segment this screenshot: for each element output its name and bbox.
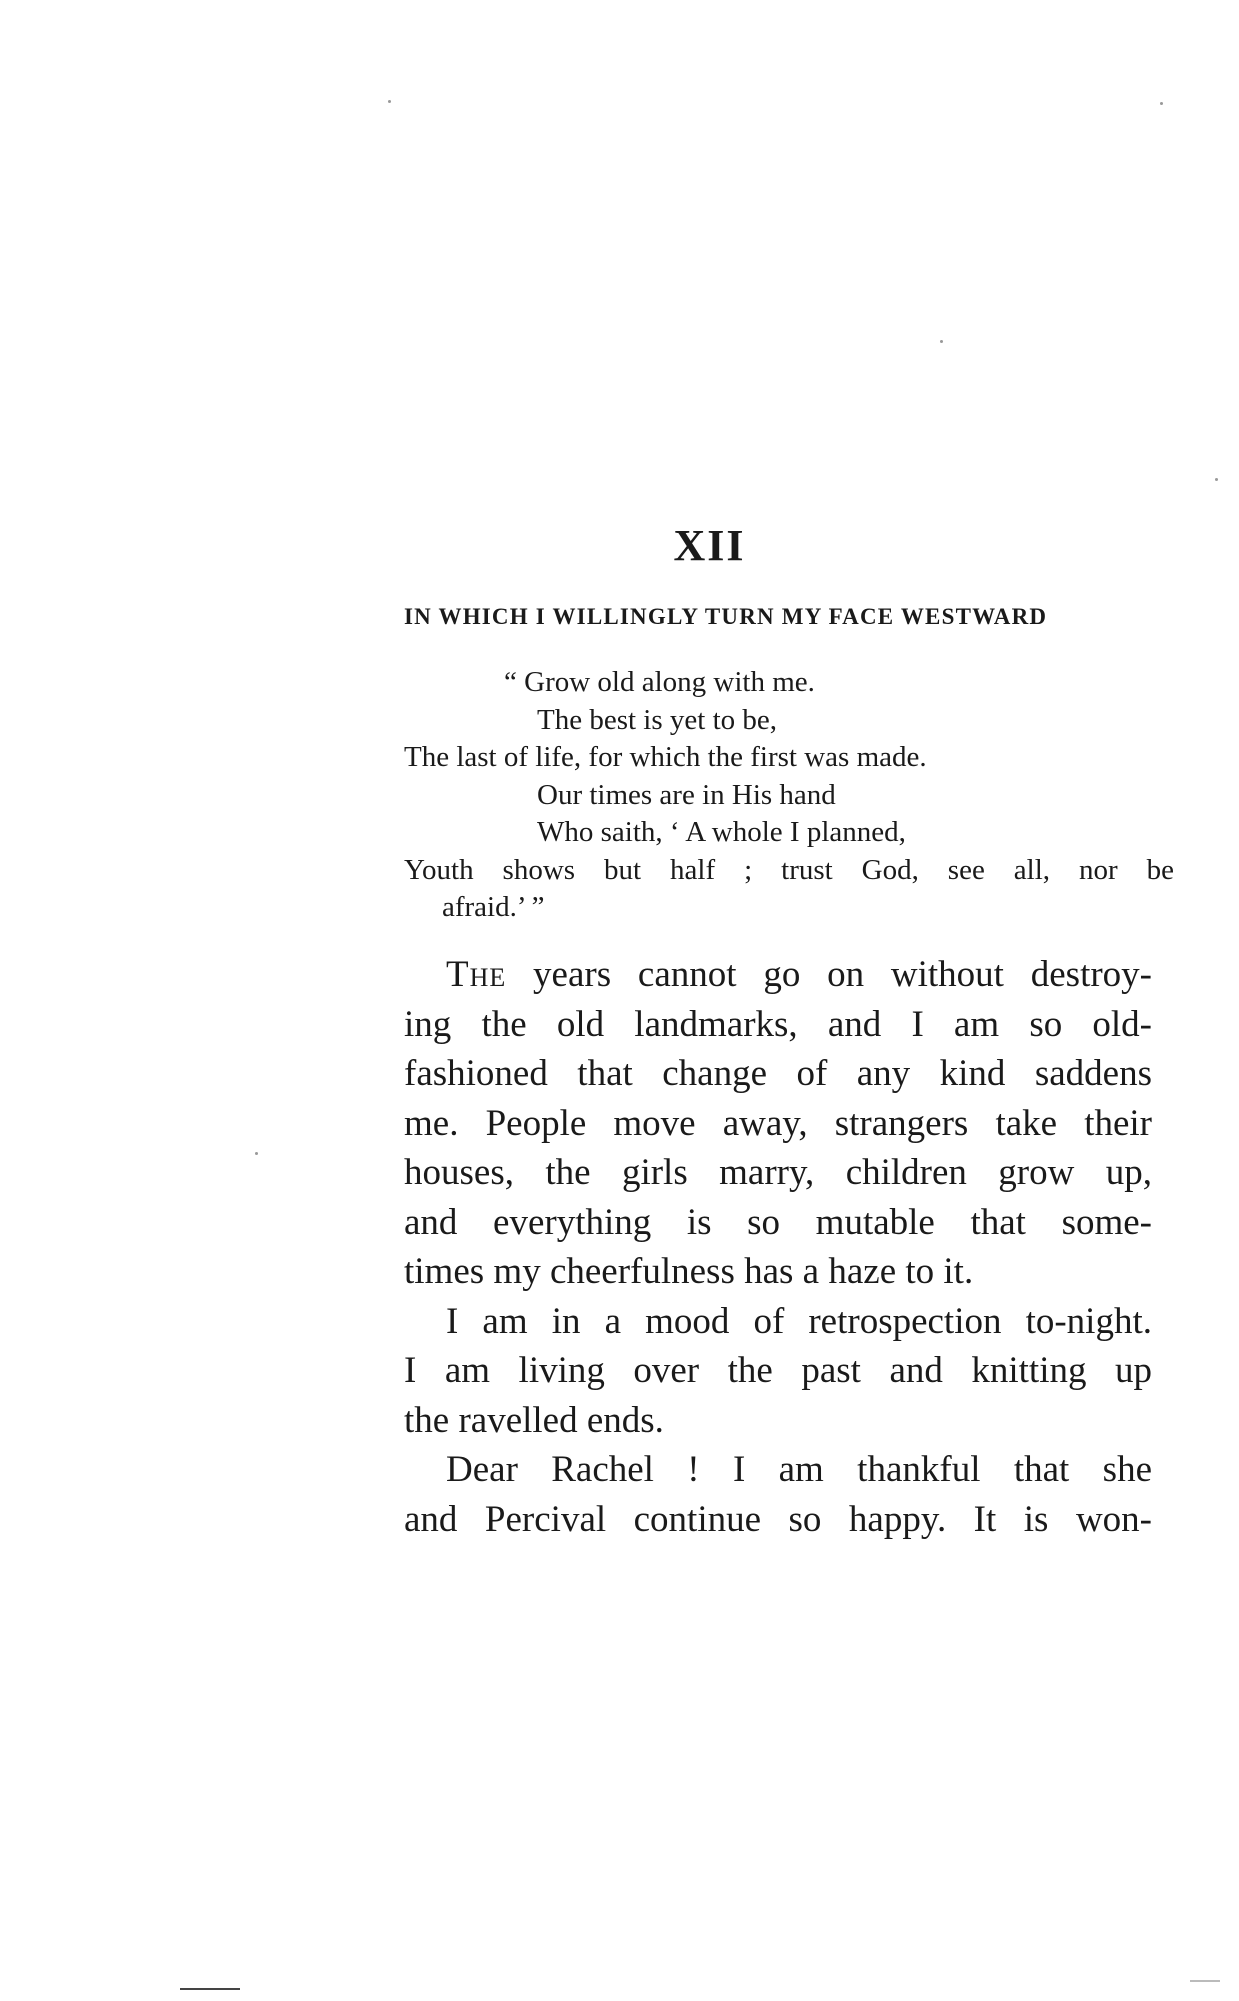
- paragraph-line: me. People move away, strangers take their: [404, 1102, 1152, 1144]
- scan-speck: [1160, 102, 1163, 105]
- paragraph-line: and Percival continue so happy. It is won-: [404, 1498, 1152, 1540]
- paragraph-line: I am in a mood of retrospection to-night.: [446, 1300, 1152, 1342]
- body-text: [404, 950, 1152, 1544]
- paragraph-line: Dear Rachel ! I am thankful that she: [446, 1449, 1152, 1490]
- paragraph-2: [404, 1297, 1152, 1446]
- epigraph-line: afraid.’ ”: [442, 891, 545, 923]
- scan-speck: [255, 1152, 258, 1155]
- paragraph-line: fashioned that change of any kind saddens: [404, 1053, 1152, 1094]
- paragraph-line: the ravelled ends.: [404, 1399, 664, 1441]
- drop-word: The: [446, 954, 507, 995]
- paragraph-line: ing the old landmarks, and I am so old-: [404, 1003, 1152, 1045]
- epigraph-line: Our times are in His hand: [537, 778, 836, 811]
- epigraph-line: Youth shows but half ; trust God, see all, nor be: [404, 853, 1174, 886]
- chapter-title: IN WHICH I WILLINGLY TURN MY FACE WESTWARD: [404, 604, 1048, 629]
- paragraph-line: I am living over the past and knitting up: [404, 1350, 1152, 1391]
- chapter-number: XII: [673, 521, 746, 570]
- scan-speck: [388, 100, 391, 103]
- paragraph-line: houses, the girls marry, children grow up,: [404, 1152, 1152, 1193]
- paragraph-3: [404, 1445, 1152, 1544]
- scan-speck: [940, 340, 943, 343]
- line-text: years cannot go on without destroy-: [506, 954, 1152, 995]
- epigraph: [404, 664, 1174, 927]
- paragraph-1: [404, 950, 1152, 1297]
- paragraph-line: times my cheerfulness has a haze to it.: [404, 1251, 974, 1292]
- paragraph-line: [404, 950, 1152, 1000]
- scan-speck: [1190, 1980, 1220, 1982]
- epigraph-line: Who saith, ‘ A whole I planned,: [537, 816, 906, 848]
- scan-mark: [180, 1988, 240, 1990]
- epigraph-line: “ Grow old along with me.: [504, 666, 815, 698]
- paragraph-line: and everything is so mutable that some-: [404, 1201, 1152, 1243]
- epigraph-line: The best is yet to be,: [537, 703, 778, 736]
- epigraph-line: The last of life, for which the first was made.: [404, 741, 927, 773]
- scan-speck: [1215, 478, 1218, 481]
